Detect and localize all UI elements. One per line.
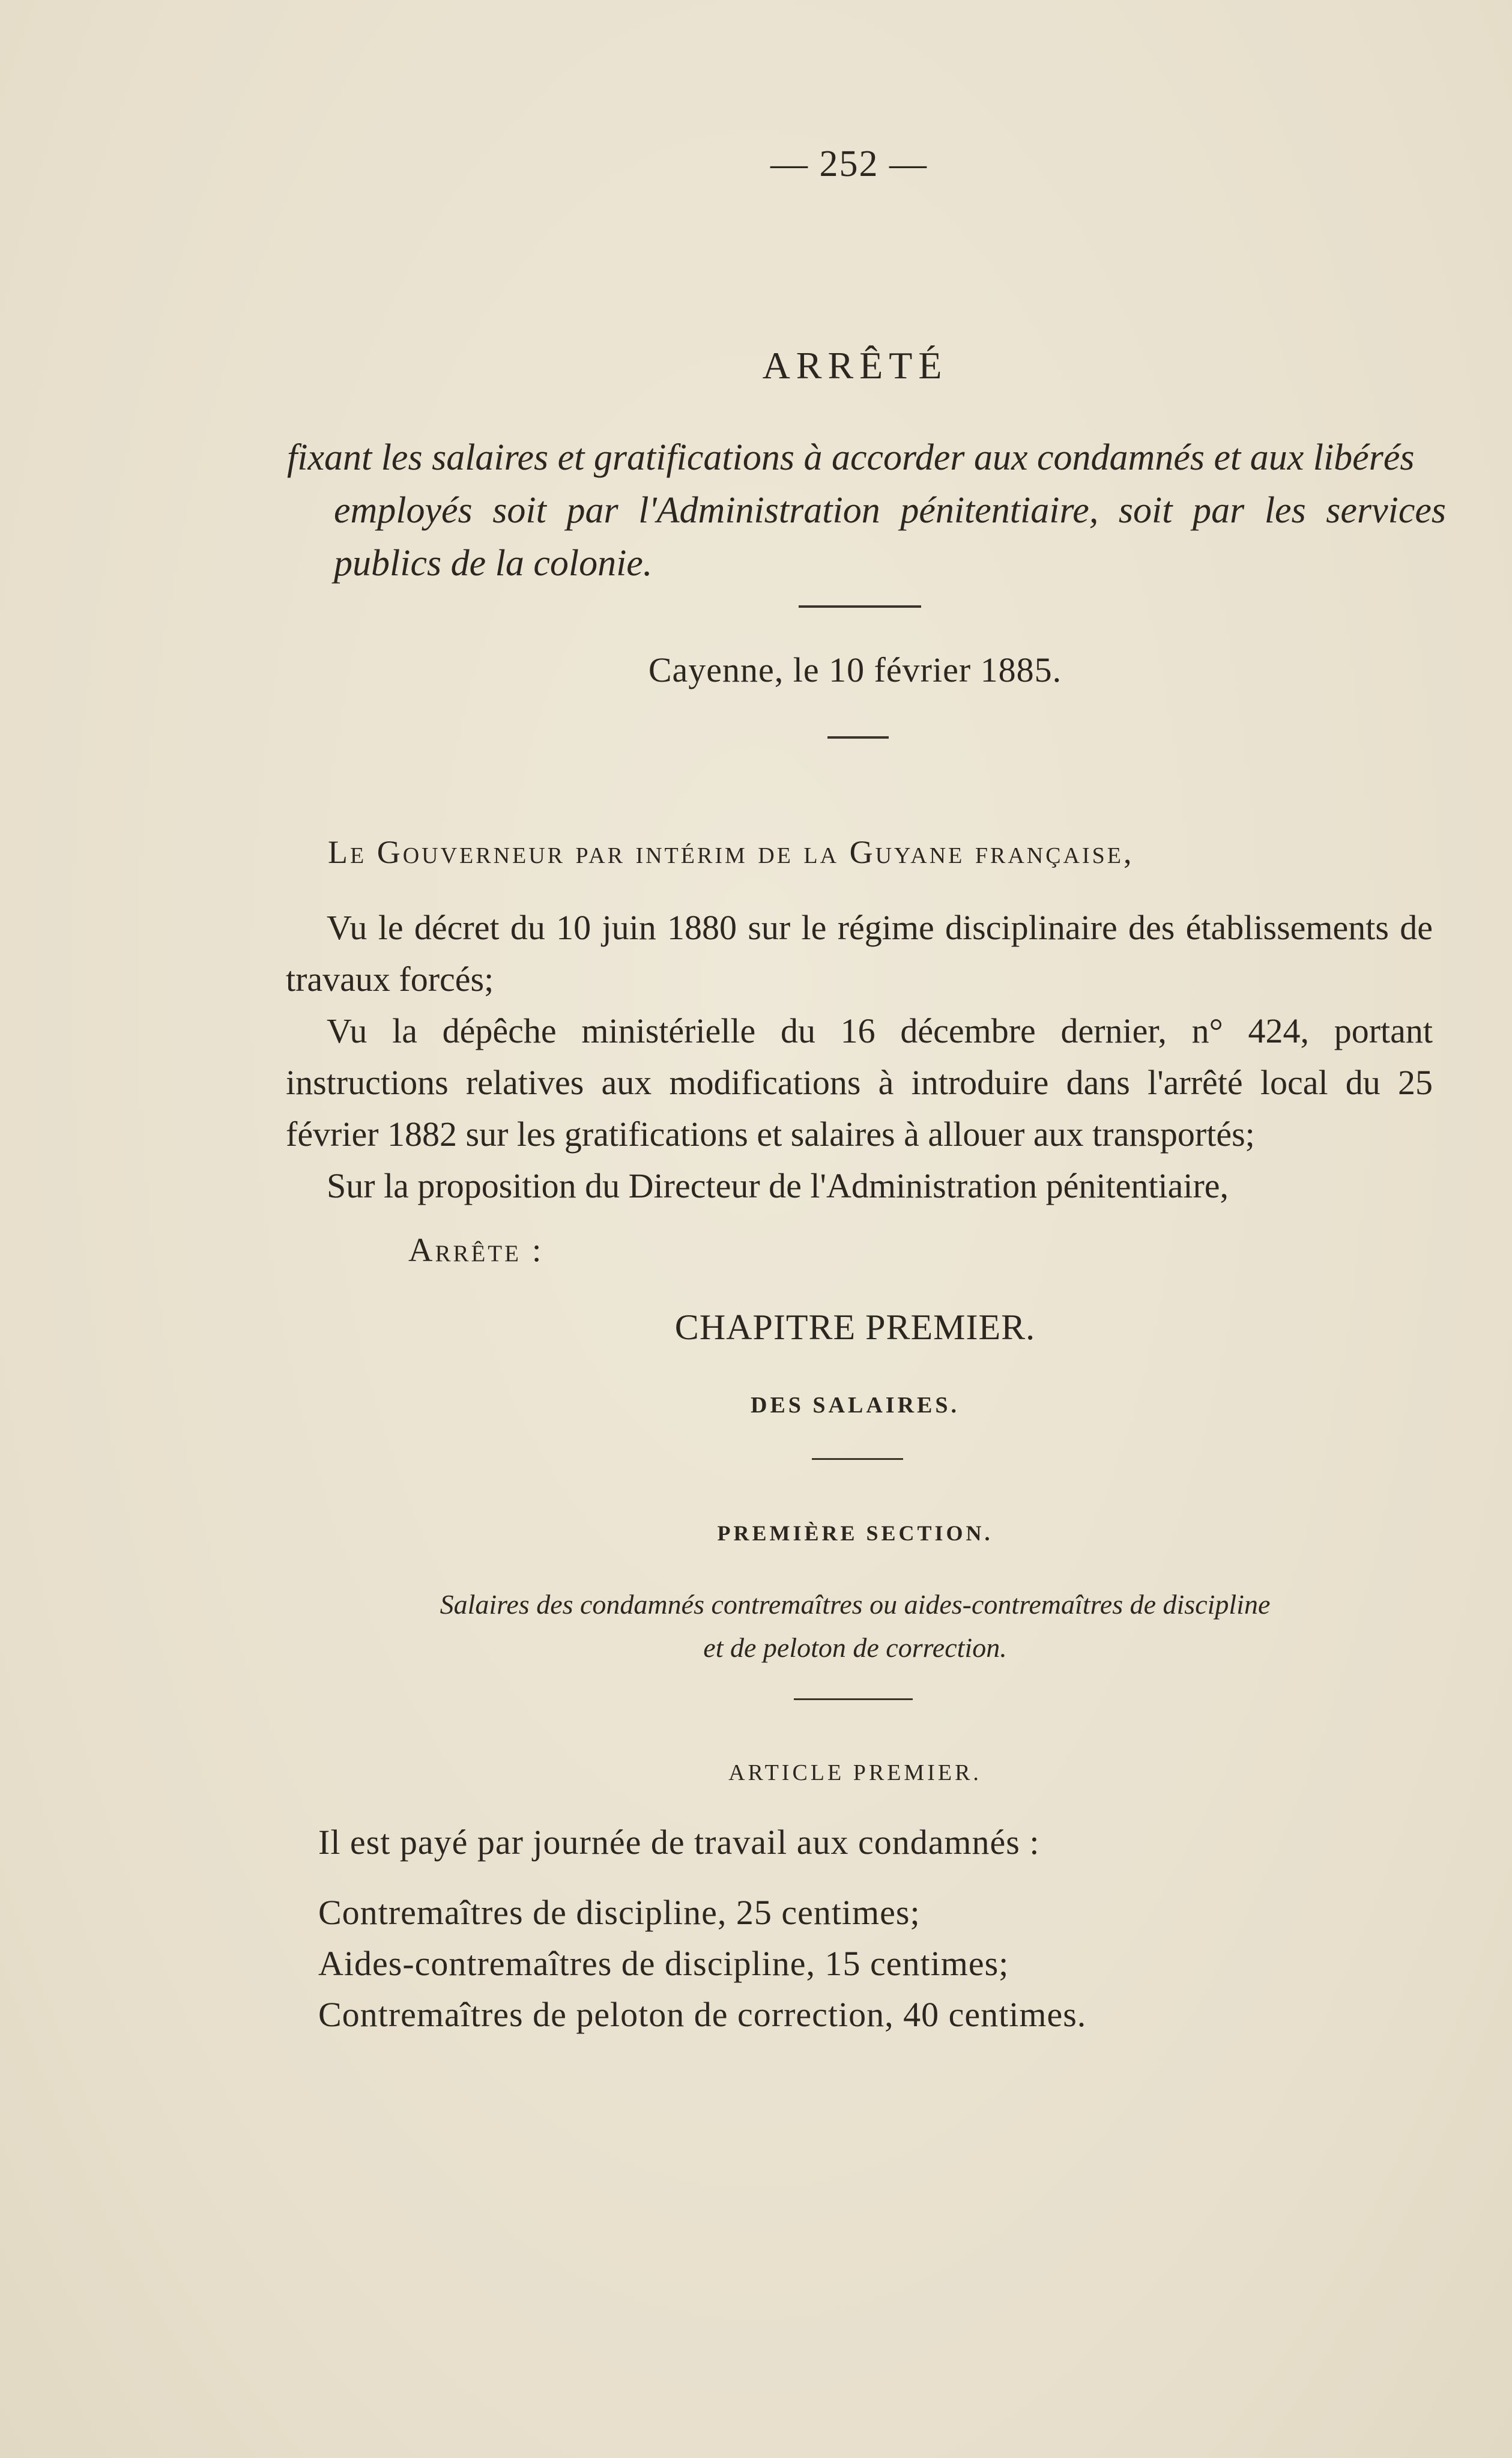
section-title xyxy=(0,1583,1512,1669)
chapter-heading: CHAPITRE PREMIER. xyxy=(674,1307,1036,1347)
wage-list xyxy=(318,1887,1086,2040)
preamble-paragraph: Vu la dépêche ministérielle du 16 décembre dernier, n° 424, portant instructions relatives aux modifications à introduire dans l'arrêté local du 25 février 1882 sur les gratifications et salaires à allouer aux transportés; xyxy=(286,1011,1433,1154)
section-title-line-1: Salaires des condamnés contremaîtres ou aides-contremaîtres de discipline xyxy=(440,1589,1271,1620)
chapter-subtitle: DES SALAIRES. xyxy=(751,1393,960,1418)
document-title: ARRÊTÉ xyxy=(762,344,948,387)
preamble-paragraph: Vu le décret du 10 juin 1880 sur le régime disciplinaire des établissements de travaux forcés; xyxy=(286,908,1433,999)
arrete-label: Arrête : xyxy=(408,1232,544,1269)
list-item: Aides-contremaîtres de discipline, 15 centimes; xyxy=(318,1944,1009,1983)
divider-rule xyxy=(799,605,921,608)
page-number: — 252 — xyxy=(770,144,928,184)
section-title-line-2: et de peloton de correction. xyxy=(703,1632,1007,1663)
divider-rule xyxy=(827,736,889,739)
divider-rule xyxy=(812,1458,903,1460)
document-subtitle xyxy=(287,431,1446,590)
preamble-paragraph: Sur la proposition du Directeur de l'Administration pénitentiaire, xyxy=(327,1166,1229,1205)
article-heading: ARTICLE PREMIER. xyxy=(728,1760,982,1785)
article-intro: Il est payé par journée de travail aux condamnés : xyxy=(318,1823,1040,1862)
section-heading: PREMIÈRE SECTION. xyxy=(717,1521,993,1545)
preamble xyxy=(286,902,1433,1212)
divider-rule xyxy=(794,1698,913,1700)
governor-heading: Le Gouverneur par intérim de la Guyane française, xyxy=(328,834,1134,870)
subtitle-line-3: publics de la colonie. xyxy=(334,543,653,584)
list-item: Contremaîtres de discipline, 25 centimes; xyxy=(318,1893,921,1932)
subtitle-line-2: employés soit par l'Administration pénitentiaire, soit par les services xyxy=(334,490,1446,531)
place-date: Cayenne, le 10 février 1885. xyxy=(648,650,1062,689)
list-item: Contremaîtres de peloton de correction, 40 centimes. xyxy=(318,1995,1087,2034)
subtitle-line-1: fixant les salaires et gratifications à accorder aux condamnés et aux libérés xyxy=(287,437,1415,478)
